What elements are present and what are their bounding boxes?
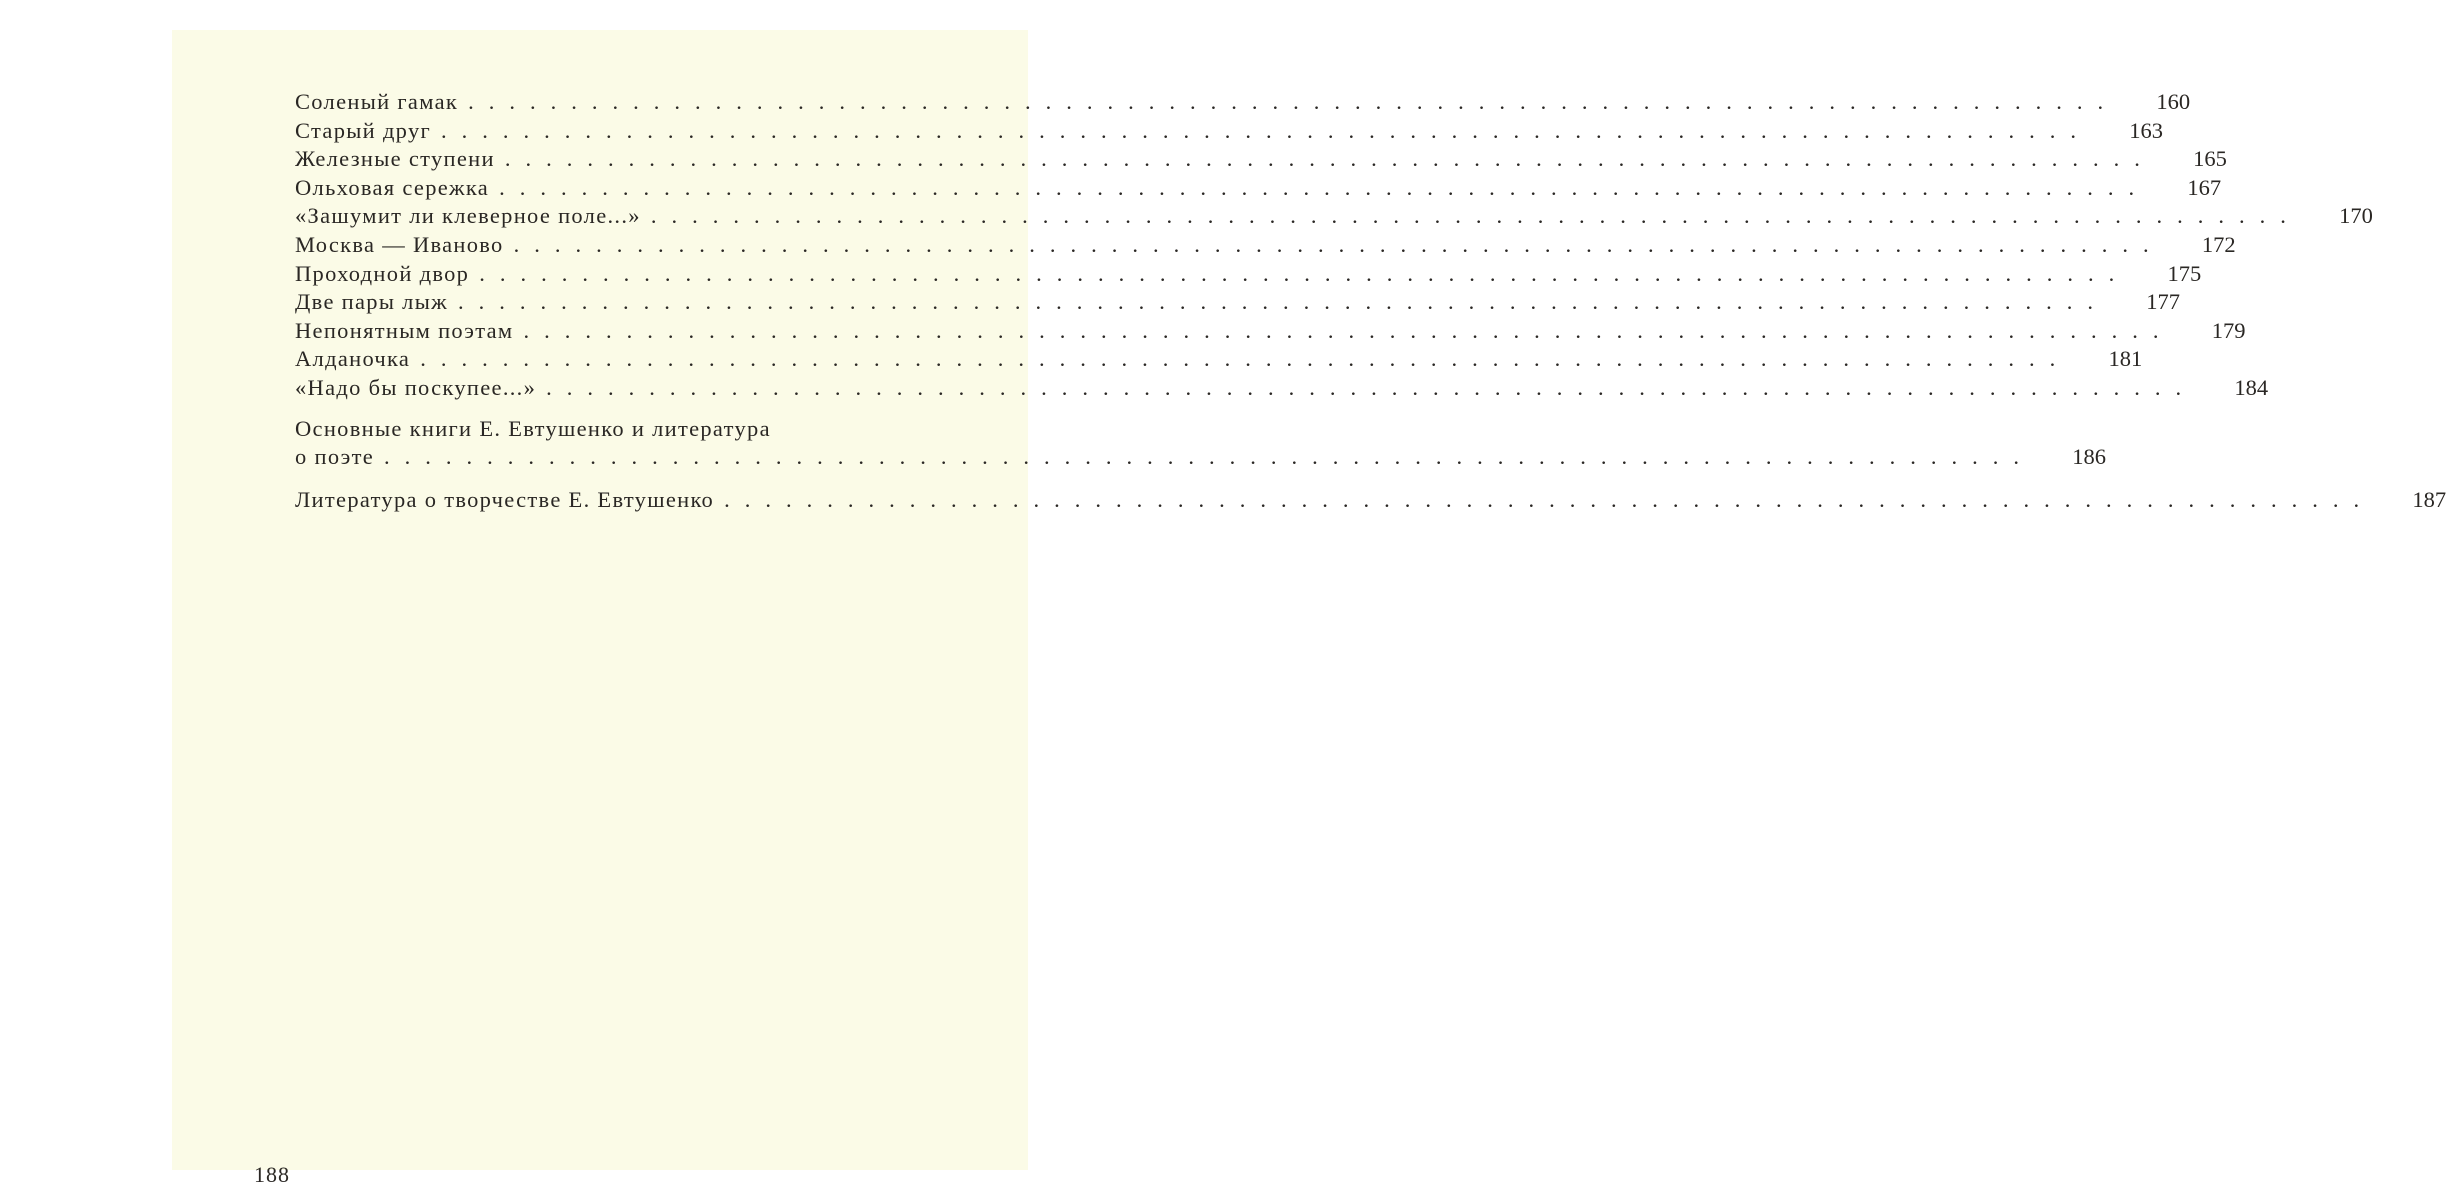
dot-leader: ................................................................................ xyxy=(499,174,2150,200)
toc-entry-page: 167 xyxy=(2187,174,2222,200)
dot-leader: ................................................................................ xyxy=(523,317,2174,343)
toc-entry xyxy=(295,174,2222,203)
dot-leader: ................................................................................ xyxy=(650,203,2301,229)
toc-entry xyxy=(295,231,2236,260)
toc-entry xyxy=(295,288,2180,317)
toc-entry-page: 170 xyxy=(2339,203,2373,229)
dot-leader: ................................................................................ xyxy=(420,346,2071,372)
dot-leader: ................................................................................ xyxy=(513,231,2164,257)
dot-leader: ................................................................................ xyxy=(468,89,2119,114)
table-of-contents xyxy=(295,88,2446,514)
toc-entry-page: 172 xyxy=(2201,231,2236,257)
toc-entry-page: 187 xyxy=(2412,486,2446,512)
page-number: 188 xyxy=(254,1162,290,1187)
toc-entry xyxy=(295,374,2269,403)
toc-entry-books xyxy=(295,415,2107,472)
book-page xyxy=(172,30,2446,1187)
toc-entry xyxy=(295,145,2227,174)
toc-entry-page: 160 xyxy=(2156,89,2191,114)
toc-entry xyxy=(295,88,2191,117)
dot-leader: ................................................................................ xyxy=(504,146,2155,172)
toc-entry-page: 177 xyxy=(2146,289,2180,315)
toc-entry-title: Ольховая сережка xyxy=(295,174,490,200)
toc-entry-page: 163 xyxy=(2129,117,2164,143)
toc-entry xyxy=(295,117,2164,146)
toc-entry-line2 xyxy=(295,443,2107,472)
toc-entry-title: Москва — Иваново xyxy=(295,231,504,257)
dot-leader: ................................................................................ xyxy=(457,289,2108,315)
dot-leader: ................................................................................ xyxy=(546,374,2197,400)
toc-entry-title: Проходной двор xyxy=(295,260,470,286)
toc-entry-page: 179 xyxy=(2211,317,2246,343)
dot-leader: ................................................................................ xyxy=(384,444,2035,470)
toc-entry-title: Алданочка xyxy=(295,346,411,372)
toc-entry-page: 184 xyxy=(2234,374,2269,400)
toc-entry-title: «Зашумит ли клеверное поле...» xyxy=(295,203,641,229)
toc-entry-title: Непонятным поэтам xyxy=(295,317,514,343)
dot-leader: ................................................................................ xyxy=(479,260,2130,286)
toc-entry-title: Соленый гамак xyxy=(295,89,459,114)
toc-entry-page: 186 xyxy=(2072,444,2107,470)
toc-entry-title: Железные ступени xyxy=(295,146,495,172)
dot-leader: ................................................................................ xyxy=(441,117,2092,143)
toc-entry-title: Литература о творчестве Е. Евтушенко xyxy=(295,486,715,512)
toc-entry xyxy=(295,345,2143,374)
toc-entry-title: «Надо бы поскупее...» xyxy=(295,374,537,400)
dot-leader: ................................................................................ xyxy=(724,486,2375,512)
toc-entry-title: Две пары лыж xyxy=(295,289,448,315)
toc-entry xyxy=(295,260,2202,289)
toc-entry-literature xyxy=(295,486,2446,515)
toc-entry xyxy=(295,317,2246,346)
toc-entry-page: 175 xyxy=(2167,260,2202,286)
toc-entry-title-line1: Основные книги Е. Евтушенко и литература xyxy=(295,415,771,441)
toc-entry-title: Старый друг xyxy=(295,117,432,143)
toc-entry-page: 165 xyxy=(2193,146,2227,172)
toc-entry-page: 181 xyxy=(2108,346,2143,372)
toc-entry-title-line2: о поэте xyxy=(295,444,375,470)
toc-entry xyxy=(295,202,2373,231)
